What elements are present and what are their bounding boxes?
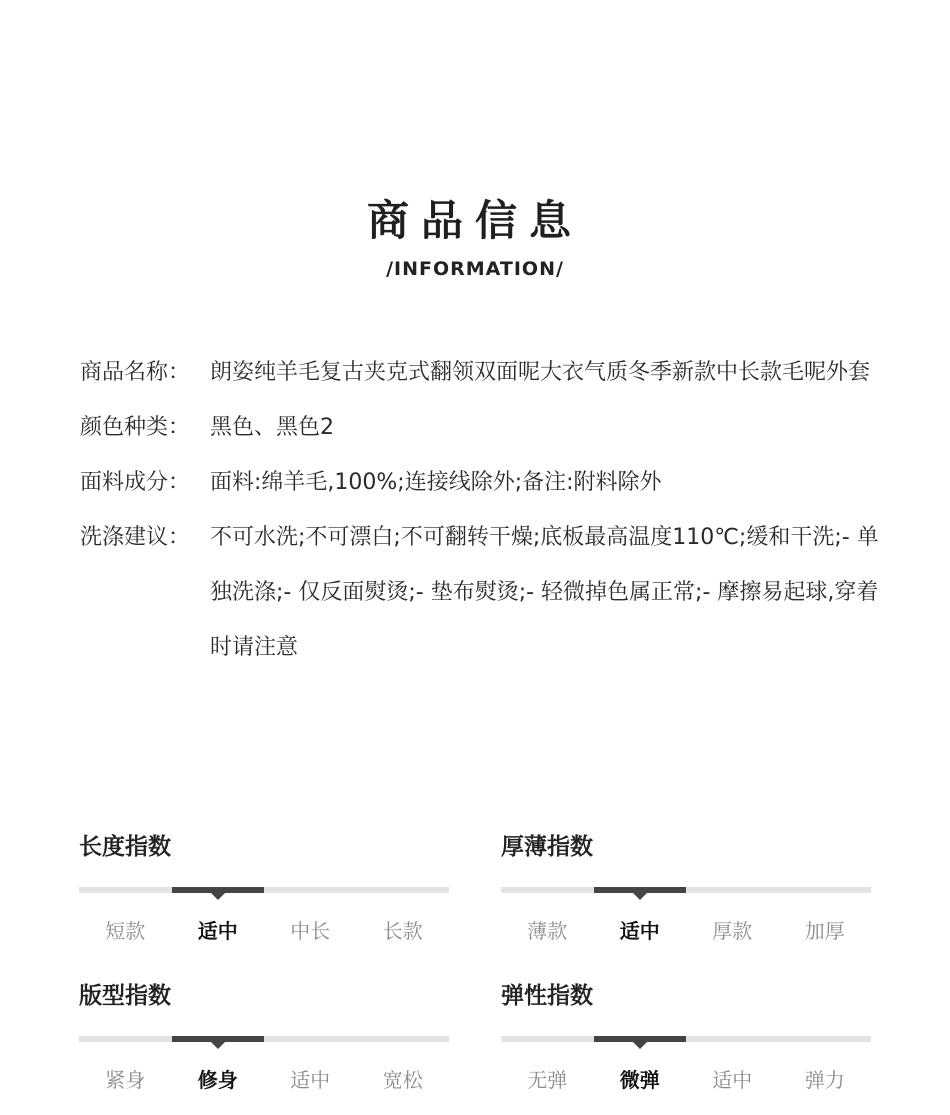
index-elasticity [501,981,871,1093]
info-value: 黑色、黑色2 [210,415,334,440]
index-options [79,915,449,944]
index-option: 加厚 [804,919,845,943]
info-value: 面料:绵羊毛,100%;连接线除外;备注:附料除外 [210,470,662,495]
index-indicator [594,1036,687,1042]
index-indicator [172,1036,265,1042]
info-row-color [80,400,880,455]
index-option: 弹力 [804,1068,845,1092]
index-track [501,887,871,893]
info-row-care [80,510,880,675]
index-title: 弹性指数 [501,983,593,1009]
info-label: 面料成分： [80,470,191,495]
index-option: 微弹 [619,1068,660,1092]
product-info [80,345,880,675]
info-row-name [80,345,880,400]
index-option: 厚款 [712,919,753,943]
info-row-material [80,455,880,510]
index-option: 适中 [290,1068,331,1092]
index-option: 中长 [290,919,331,943]
index-indicator [172,887,265,893]
index-indicator [594,887,687,893]
index-title: 版型指数 [79,983,171,1009]
index-length [79,832,449,944]
index-track [79,1036,449,1042]
info-value: 朗姿纯羊毛复古夹克式翻领双面呢大衣气质冬季新款中长款毛呢外套 [210,360,871,385]
index-title: 长度指数 [79,834,171,860]
index-option: 无弹 [527,1068,568,1092]
index-options [501,1064,871,1093]
info-value: 不可水洗;不可漂白;不可翻转干燥;底板最高温度110℃;缓和干洗;- 单独洗涤;- 仅反面熨烫;- 垫布熨烫;- 轻微掉色属正常;- 摩擦易起球,穿着时请注意 [210,525,879,660]
index-option: 紧身 [105,1068,146,1092]
info-label: 洗涤建议： [80,525,191,550]
index-option: 适中 [619,919,660,943]
index-thickness [501,832,871,944]
index-options [501,915,871,944]
index-option: 短款 [105,919,146,943]
index-option: 适中 [197,919,238,943]
info-label: 颜色种类： [80,415,191,440]
index-option: 长款 [382,919,423,943]
index-options [79,1064,449,1093]
index-option: 薄款 [527,919,568,943]
index-option: 适中 [712,1068,753,1092]
info-label: 商品名称： [80,360,191,385]
index-track [79,887,449,893]
page-subtitle: /INFORMATION/ [386,258,564,280]
index-title: 厚薄指数 [501,834,593,860]
page-title: 商品信息 [366,196,583,245]
index-option: 修身 [197,1068,238,1092]
index-track [501,1036,871,1042]
index-option: 宽松 [382,1068,423,1092]
index-fit [79,981,449,1093]
